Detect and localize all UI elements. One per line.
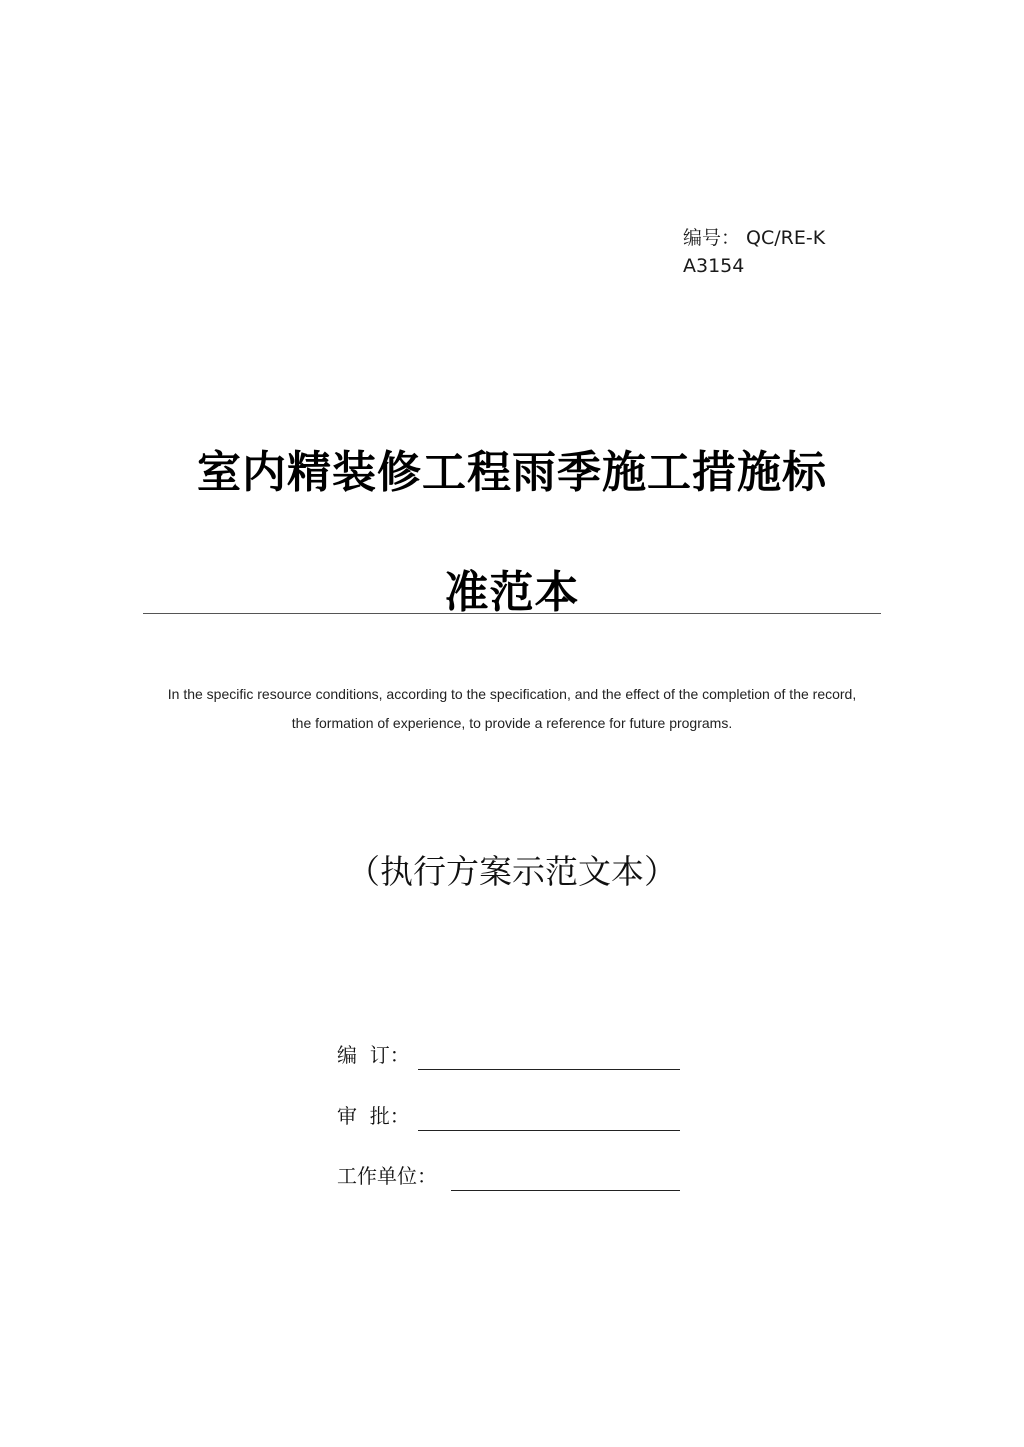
compile-signature-line <box>418 1069 680 1070</box>
abstract-text: In the specific resource conditions, according to the specification, and the effect of the completion of the record, the formation of experience, to provide a reference for future programs. <box>167 686 857 731</box>
document-subtitle: （执行方案示范文本） <box>347 852 677 891</box>
document-title-line-2: 准范本 <box>444 567 580 618</box>
document-number-value: QC/RE-KA3154 <box>683 227 826 277</box>
document-title-line-1: 室内精装修工程雨季施工措施标 <box>197 447 827 498</box>
compile-label: 编 订： <box>337 1043 410 1067</box>
compile-signoff-row <box>337 1040 410 1070</box>
document-number <box>683 224 833 280</box>
approve-signoff-row <box>337 1101 410 1131</box>
approve-label: 审 批： <box>337 1104 410 1128</box>
title-divider <box>143 613 881 614</box>
unit-signoff-row <box>337 1161 437 1191</box>
unit-signature-line <box>451 1190 680 1191</box>
document-number-label: 编号： <box>683 227 741 249</box>
approve-signature-line <box>418 1130 680 1131</box>
unit-label: 工作单位： <box>337 1164 437 1188</box>
